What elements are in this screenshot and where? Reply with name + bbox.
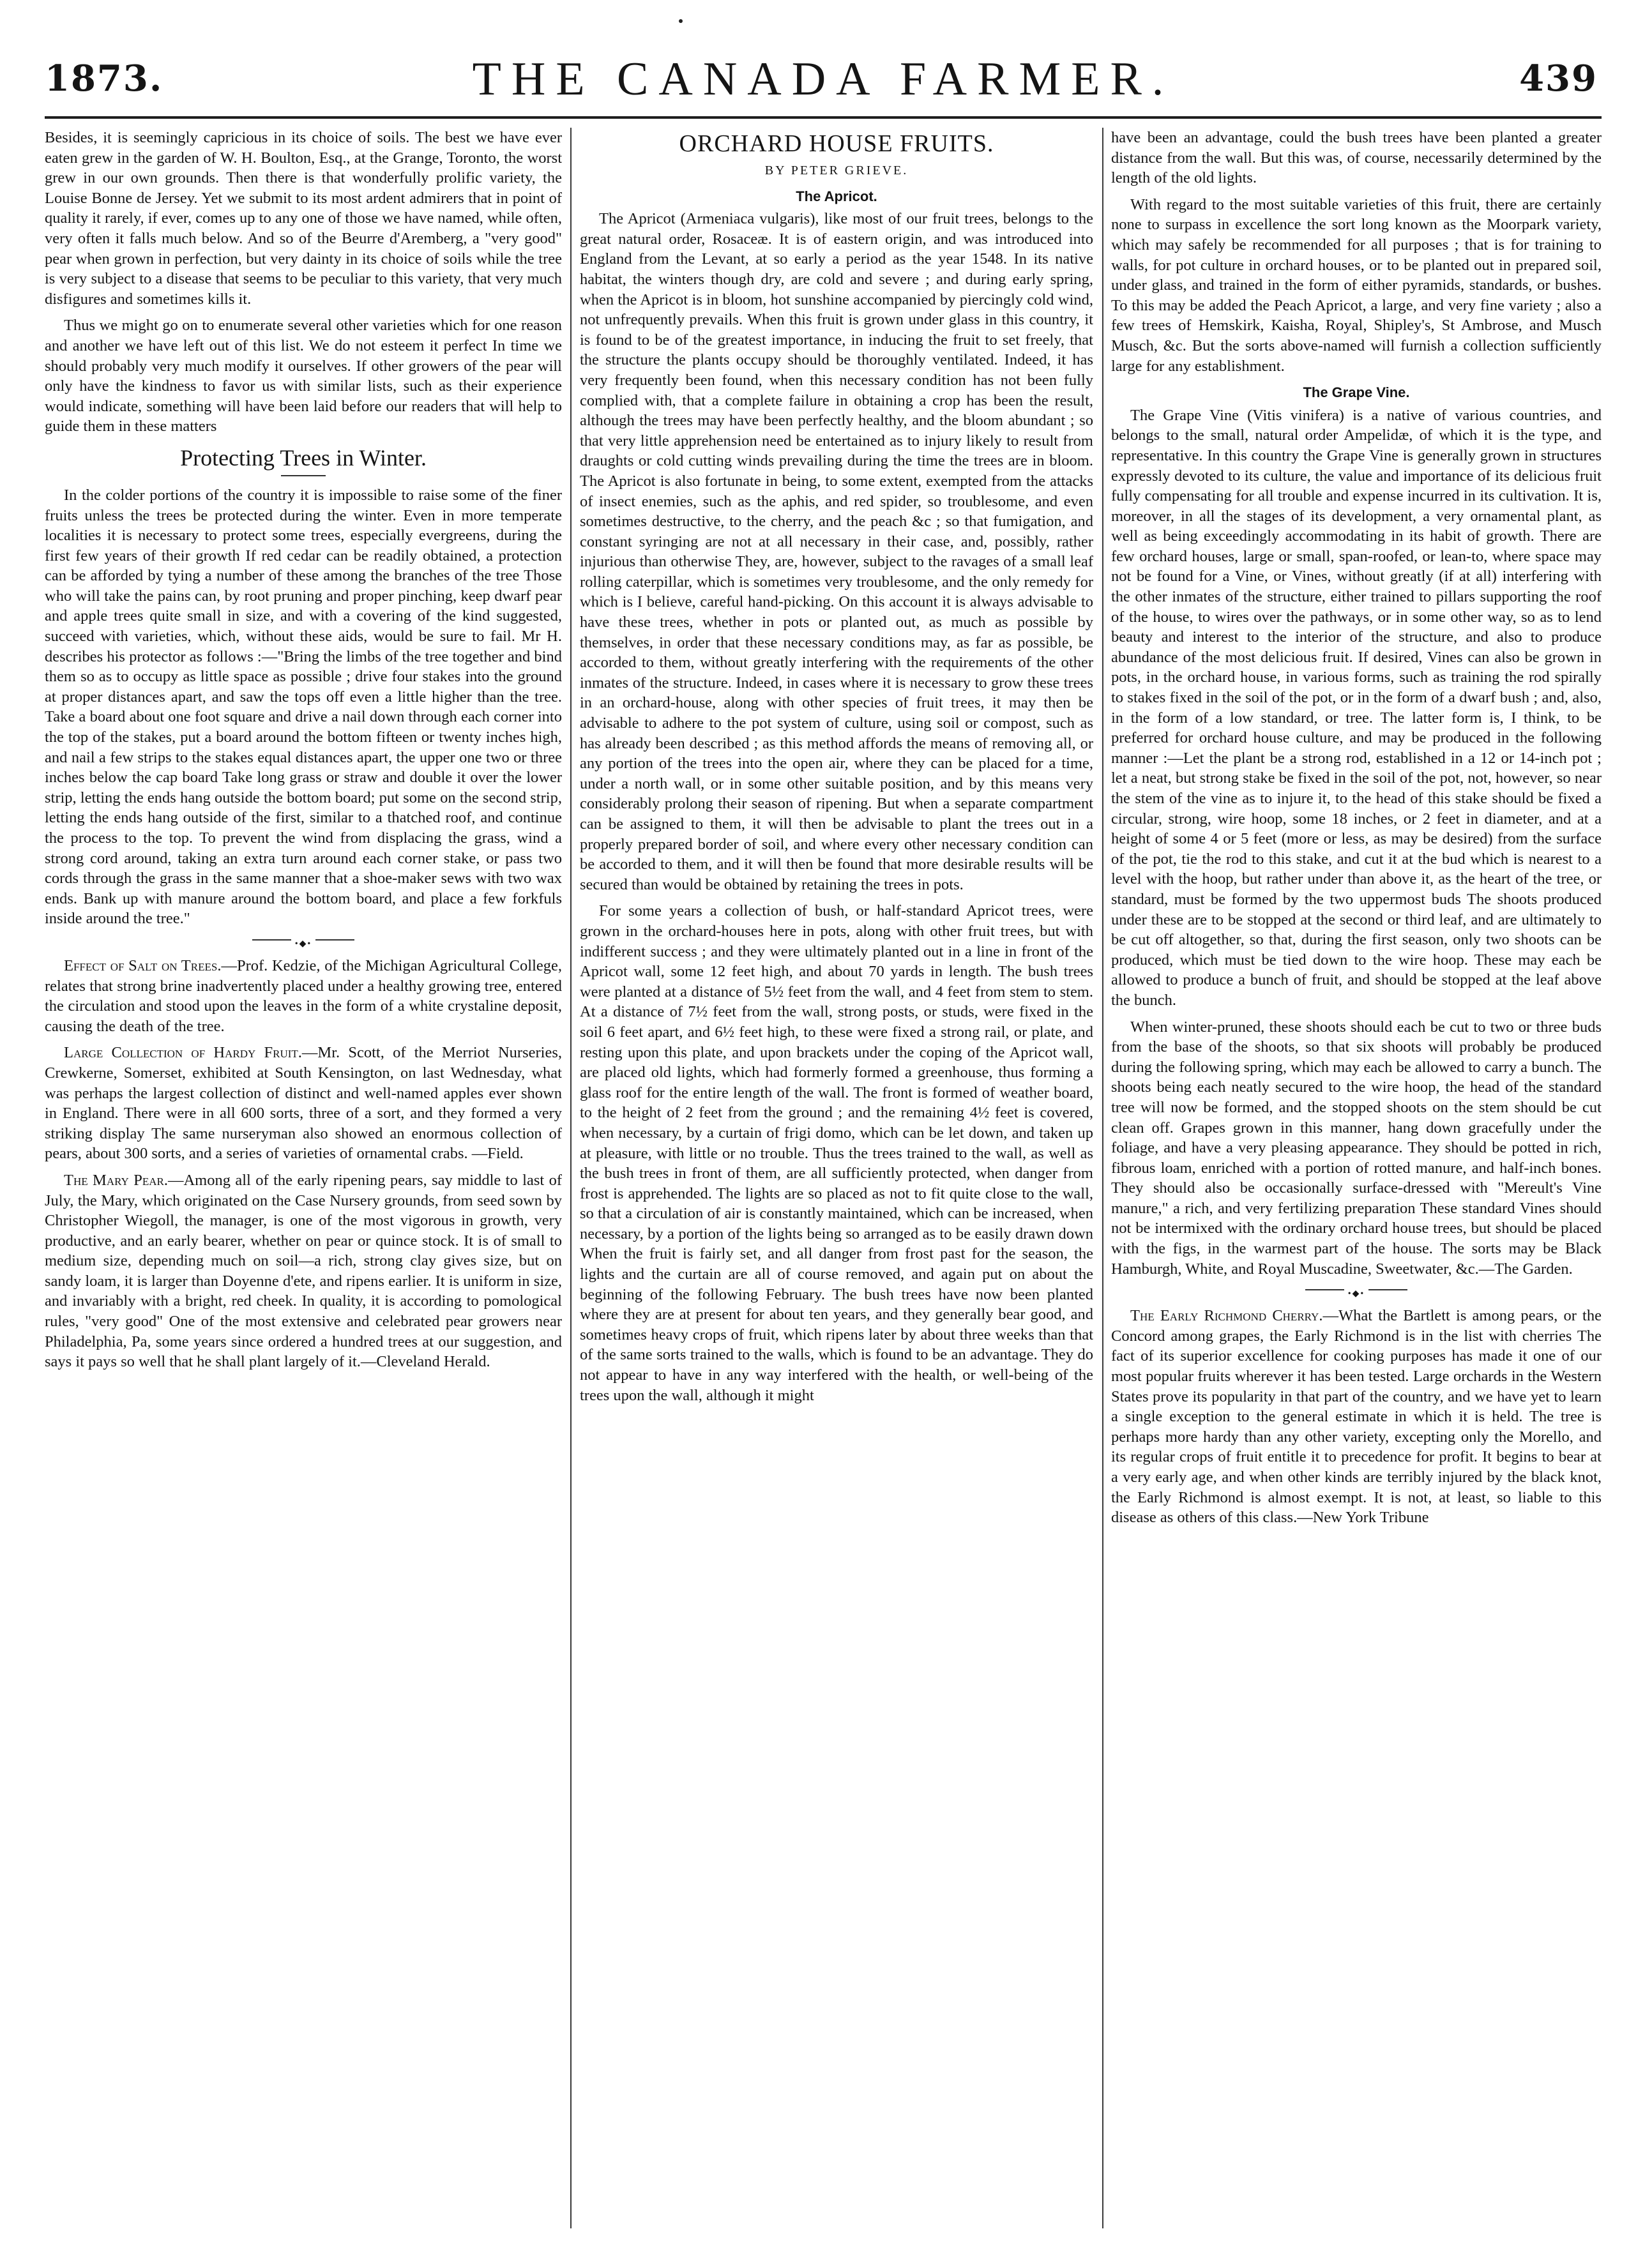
masthead [45, 33, 1602, 119]
apricot-collection-body: For some years a collection of bush, or half-standard Apricot trees, were grown in the orchard-houses here in pots, along with other fruit trees, but with indifferent success ; and they were ultimately planted out in a line in front of the Apricot wall, some 12 feet high, and about 70 yards in length. The bush trees were planted at a distance of 5½ feet from the wall, and 4 feet from stem to stem. At a distance of 7½ feet from the wall, strong posts, or studs, were fixed in the soil 6 feet apart, and 6½ feet high, to these were fixed a strong rail, or plate, and resting upon this plate, and upon brackets under the coping of the Apricot wall, are placed old lights, which had formerly formed a greenhouse, thus forming a glass roof for the entire length of the wall. The front is formed of weather board, to the height of 2 feet from the ground ; and the remaining 4½ feet is covered, when necessary, by a curtain of frigi domo, which can be let down, and taken up at pleasure, with little or no trouble. Thus the trees trained to the wall, as well as the bush trees in front of them, are all sufficiently protected, when danger from frost is apprehended. The lights are so placed as not to fit quite close to the wall, so that a circulation of air is constantly maintained, which can be increased, when necessary, by a portion of the lights being so arranged as to be easily drawn down When the fruit is fairly set, and all danger from frost past for the season, the lights and the curtain are all of course removed, and again put on about the beginning of the following February. The bush trees have now been planted where they are at present for about ten years, and they generally bear good, and sometimes heavy crops of fruit, which ripens later by about three weeks than that of the same sorts trained to the walls, which is found to be an advantage. They do not appear to have in any way interfered with the health, or well-being of the trees upon the wall, although it might [580, 902, 1093, 1404]
item-text: —Prof. Kedzie, of the Michigan Agricultural College, relates that strong brine inadvertently placed under a healthy growing tree, entered the circulation and stood upon the leaves in the form of a white crystaline deposit, causing the death of the tree. [45, 956, 562, 1035]
grape-vine-body: The Grape Vine (Vitis vinifera) is a native of various countries, and belongs to the small, natural order Ampelidæ, of which it is the type, and representative. In this country the Grape Vine is generally grown in structures expressly devoted to its culture, the value and importance of its delicious fruit fully compensating for all trouble and expense incurred in its cultivation. It is, moreover, in all the stages of its development, a very ornamental plant, as well as being exceedingly accommodating in its habit of growth. There are few orchard houses, large or small, span-roofed, or lean-to, where space may not be found for a Vine, or Vines, without greatly (if at all) interfering with the other inmates of the structure, either trained to pillars supporting the roof of the house, to wires over the pathways, or in some other way, so as to lend beauty and interest to the interior of the structure, and also to produce abundance of the most delicious fruit. If desired, Vines can also be grown in pots, in the orchard house, in various forms, such as training the rod spirally to stakes fixed in the soil of the pot, or in the form of a dwarf bush ; and, also, in the form of a low standard, or tree. The latter form is, I think, to be preferred for orchard house culture, and may be produced in the following manner :—Let the plant be a strong rod, established in a 12 or 14-inch pot ; let a neat, but strong stake be fixed in the soil of the pot, not, however, so near the stem of the vine as to injure it, to the head of this stake should be fixed a circular, strong, wire hoop, some 18 inches, or 2 feet in diameter, and at a height of some 4 or 5 feet (more or less, as may be desired) from the surface of the pot, tie the rod to this stake, and cut it at the bud which is nearest to a level with the hoop, but rather under than above it, as the heart of the tree, or standard, must be formed by the two uppermost buds The shoots produced under these are to be stopped at the second or third leaf, and are ultimately to be cut off altogether, so that, during the first season, only two shoots can be produced, which must be tied down to the wire hoop. These may each be allowed to produce a bunch of fruit, and should be stopped at the leaf above the bunch. [1111, 406, 1602, 1009]
item-lead: Large Collection of Hardy Fruit. [64, 1044, 302, 1062]
pear-article-continuation: Besides, it is seemingly capricious in its choice of soils. The best we have ever eaten grew in the garden of W. H. Boulton, Esq., at the Grange, Toronto, the worst grew in our own grounds. Then there is that wonderfully prolific variety, the Louise Bonne de Jersey. Yet we submit to its most ardent admirers that in point of quality it rarely, if ever, comes up to any one of those we have named, while often, very often it falls much below. And so of the Beurre d'Aremberg, a "very good" pear when grown in perfection, but very dainty in its choice of soils while the tree is very subject to a disease that seems to be peculiar to this variety, that very much disfigures and sometimes kills it. [45, 129, 562, 308]
apricot-varieties: With regard to the most suitable varieties of this fruit, there are certainly none to surpass in excellence the sort long known as the Moorpark variety, which may safely be recommended for all purposes ; that is for training to walls, for pot culture in orchard houses, or to be planted out in prepared soil, under glass, and trained in the form of either pyramids, standards, or bushes. To this may be added the Peach Apricot, a large, and very fine variety ; also a few trees of Hemskirk, Kaisha, Royal, Shipley's, St Ambrose, and Musch Musch, &c. But the sorts above-named will furnish a collection sufficiently large for any establishment. [1111, 195, 1602, 375]
column-rule-right [1102, 128, 1103, 2228]
item-text: —What the Bartlett is among pears, or the Concord among grapes, the Early Richmond is in the list with cherries The fact of its superior excellence for cooking purposes has made it one of our most popular fruits wherever it has been tested. Large orchards in the Western States prove its popularity in that part of the country, and we have yet to learn a single exception to the general estimate in which it is held. The tree is perhaps more hardy than any other variety, excepting only the Morello, and its regular crops of fruit entitle it to precedence for profit. It begins to bear at a very early age, and when other kinds are terribly injured by the black knot, the Early Richmond is almost exempt. It is not, at least, so liable to this disease as others of this class.—New York Tribune [1111, 1307, 1602, 1527]
grape-vine-pruning: When winter-pruned, these shoots should each be cut to two or three buds from the base of the shoots, so that six shoots will probably be produced during the following spring, which may each be allowed to carry a bunch. The shoots being each neatly secured to the wire hoop, the head of the standard tree will now be formed, and the stopped shoots on the stem should be cut clean off. Grapes grown in this manner, hang down gracefully under the foliage, and have a very pleasing appearance. They should be potted in rich, fibrous loam, enriched with a portion of rotted manure, and half-inch bones. They should also be occasionally surface-dressed with "Mereult's Vine manure," a rich, and very fertilizing preparation These standard Vines should not be intermixed with the ordinary orchard house trees, but should be placed with the figs, in the warmest part of the house. The sorts may be Black Hamburgh, White, and Royal Muscadine, Sweetwater, &c.—The Garden. [1111, 1018, 1602, 1278]
column-left [45, 128, 562, 2228]
newspaper-title: THE CANADA FARMER. [472, 53, 1174, 105]
apricot-continuation: have been an advantage, could the bush trees have been planted a greater distance from the wall. But this was, of course, necessarily determined by the length of the old lights. [1111, 129, 1602, 187]
column-middle [580, 128, 1093, 2228]
section-ornament: •◆• [1305, 1289, 1407, 1296]
page-dot [679, 19, 683, 23]
salt-on-trees-item [45, 956, 562, 1036]
column-right [1111, 128, 1602, 2228]
subheading-apricot: The Apricot. [796, 188, 877, 204]
mary-pear-item [45, 1170, 562, 1372]
section-ornament: •◆• [252, 939, 354, 946]
item-text: —Mr. Scott, of the Merriot Nurseries, Crewkerne, Somerset, exhibited at South Kensington, on last Wednesday, what was perhaps the largest collection of distinct and well-named apples ever shown in England. There were in all 600 sorts, three of a sort, and they formed a very striking display The same nurseryman also showed an enormous collection of pears, about 300 sorts, and a series of varieties of ornamental crabs. —Field. [45, 1044, 562, 1163]
page-number: 439 [1519, 57, 1598, 100]
heading-divider [281, 475, 326, 476]
apricot-body: The Apricot (Armeniaca vulgaris), like most of our fruit trees, belongs to the great natural order, Rosaceæ. It is of eastern origin, and was introduced into England from the Levant, at so early a period as the year 1548. In its native habitat, the winters though dry, are cold and severe ; and during early spring, when the Apricot is in bloom, hot sunshine accompanied by piercingly cold wind, not unfrequently prevails. When this fruit is grown under glass in this country, it is found to be of the greatest importance, in inducing the fruit to set freely, that the structure the plants occupy should be thoroughly ventilated. Indeed, it has very frequently been found, when this necessary condition has not been fully complied with, that a complete failure in obtaining a crop has been the result, although the trees may have been perfectly healthy, and the bloom abundant ; so that very little apprehension need be entertained as to injury likely to result from draughts or cold cutting winds prevailing during the time the trees are in bloom. The Apricot is also fortunate in being, to some extent, exempted from the attacks of insect enemies, such as the aphis, and red spider, so troublesome, and even sometimes destructive, to the cherry, and the peach &c ; so that fumigation, and constant syringing are not at all necessary in their case, and, possibly, rather injurious than otherwise They, are, however, subject to the ravages of a small leaf rolling caterpillar, which is sometimes very troublesome, and the only remedy for which is I believe, careful hand-picking. On this account it is always advisable to have these trees, whether in pots or planted out, as much as possible by themselves, in order that these necessary conditions may, as far as possible, be accorded to them, without greatly interfering with the requirements of the other inmates of the structure. Indeed, in cases where it is necessary to grow these trees in an orchard-house, along with other species of fruit trees, it may then be advisable to adhere to the pot system of culture, using soil or compost, such as has already been described ; as this method affords the means of removing all, or any portion of the trees into the open air, where they can be placed for a time, under a north wall, or in some other suitable position, and by this means very considerably prolong their season of ripening. But when a separate compartment can be assigned to them, it will then be advisable to plant the trees out in a properly prepared border of soil, and where every other necessary condition can be accorded to them, and it will then be found that more desirable results will be secured than would be obtained by retaining the trees in pots. [580, 210, 1093, 893]
item-lead: Effect of Salt on Trees. [64, 956, 222, 974]
pear-article-closing: Thus we might go on to enumerate several other varieties which for one reason and another we have left out of this list. We do not esteem it perfect In time we should probably very much modify it ourselves. If other growers of the pear will only have the kindness to favor us with similar lists, such as their experience would indicate, something will have been laid before our readers that will help to guide them in these matters [45, 317, 562, 435]
item-text: —Among all of the early ripening pears, say middle to last of July, the Mary, which originated on the Case Nursery grounds, from seed sown by Christopher Wiegoll, the manager, is one of the most vigorous in growth, very productive, and an early bearer, whether on pear or quince stock. It is of small to medium size, depending much on soil—a rich, strong clay gives size, but on sandy loam, it is larger than Doyenne d'ete, and ripens earlier. It is uniform in size, and invariably with a bright, red cheek. In quality, it is according to pomological rules, "very good" One of the most extensive and celebrated pear growers near Philadelphia, Pa, some years since ordered a hundred trees at our suggestion, and says it pays so well that he shall plant largely of it.—Cleveland Herald. [45, 1171, 562, 1371]
column-rule-left [570, 128, 572, 2228]
heading-orchard-house-fruits: ORCHARD HOUSE FRUITS. [679, 130, 994, 157]
hardy-fruit-item [45, 1043, 562, 1164]
item-lead: The Mary Pear. [64, 1171, 168, 1189]
item-lead: The Early Richmond Cherry. [1130, 1307, 1323, 1325]
issue-year: 1873. [45, 57, 163, 100]
heading-protecting-trees: Protecting Trees in Winter. [180, 444, 427, 471]
early-richmond-cherry-item [1111, 1306, 1602, 1528]
author-byline: BY PETER GRIEVE. [764, 163, 909, 178]
protecting-trees-body: In the colder portions of the country it is impossible to raise some of the finer fruits unless the trees be protected during the winter. Even in more temperate localities it is necessary to protect some trees, especially evergreens, during the first few years of their growth If red cedar can be readily obtained, a protection can be afforded by tying a number of these among the branches of the tree Those who will take the pains can, by root pruning and proper pinching, keep dwarf pear and apple trees quite small in size, and with a covering of the kind suggested, succeed with varieties, which, without these aids, would be sure to fail. Mr H. describes his protector as follows :—"Bring the limbs of the tree together and bind them so as to occupy as little space as possible ; drive four stakes into the ground at proper distances apart, and saw the tops off even a little higher than the tree. Take a board about one foot square and drive a nail down through each corner into the top of the stakes, put a board around the bottom fifteen or twenty inches high, and nail a few strips to the stakes equal distances apart, the upper one two or three inches below the cap board Take long grass or straw and double it over the lower strip, letting the ends hang outside the bottom board; put some on the second strip, letting the ends hang outside of the first, similar to a thatched roof, and continue the process to the top. To prevent the wind from displacing the grass, wind a strong cord around, taking an extra turn around each corner stake, or pass two cords through the grass in the same manner that a shoe-maker sews with two wax ends. Bank up with manure around the bottom board, and place a few forkfuls inside around the tree." [45, 486, 562, 928]
subheading-grape-vine: The Grape Vine. [1303, 384, 1410, 401]
